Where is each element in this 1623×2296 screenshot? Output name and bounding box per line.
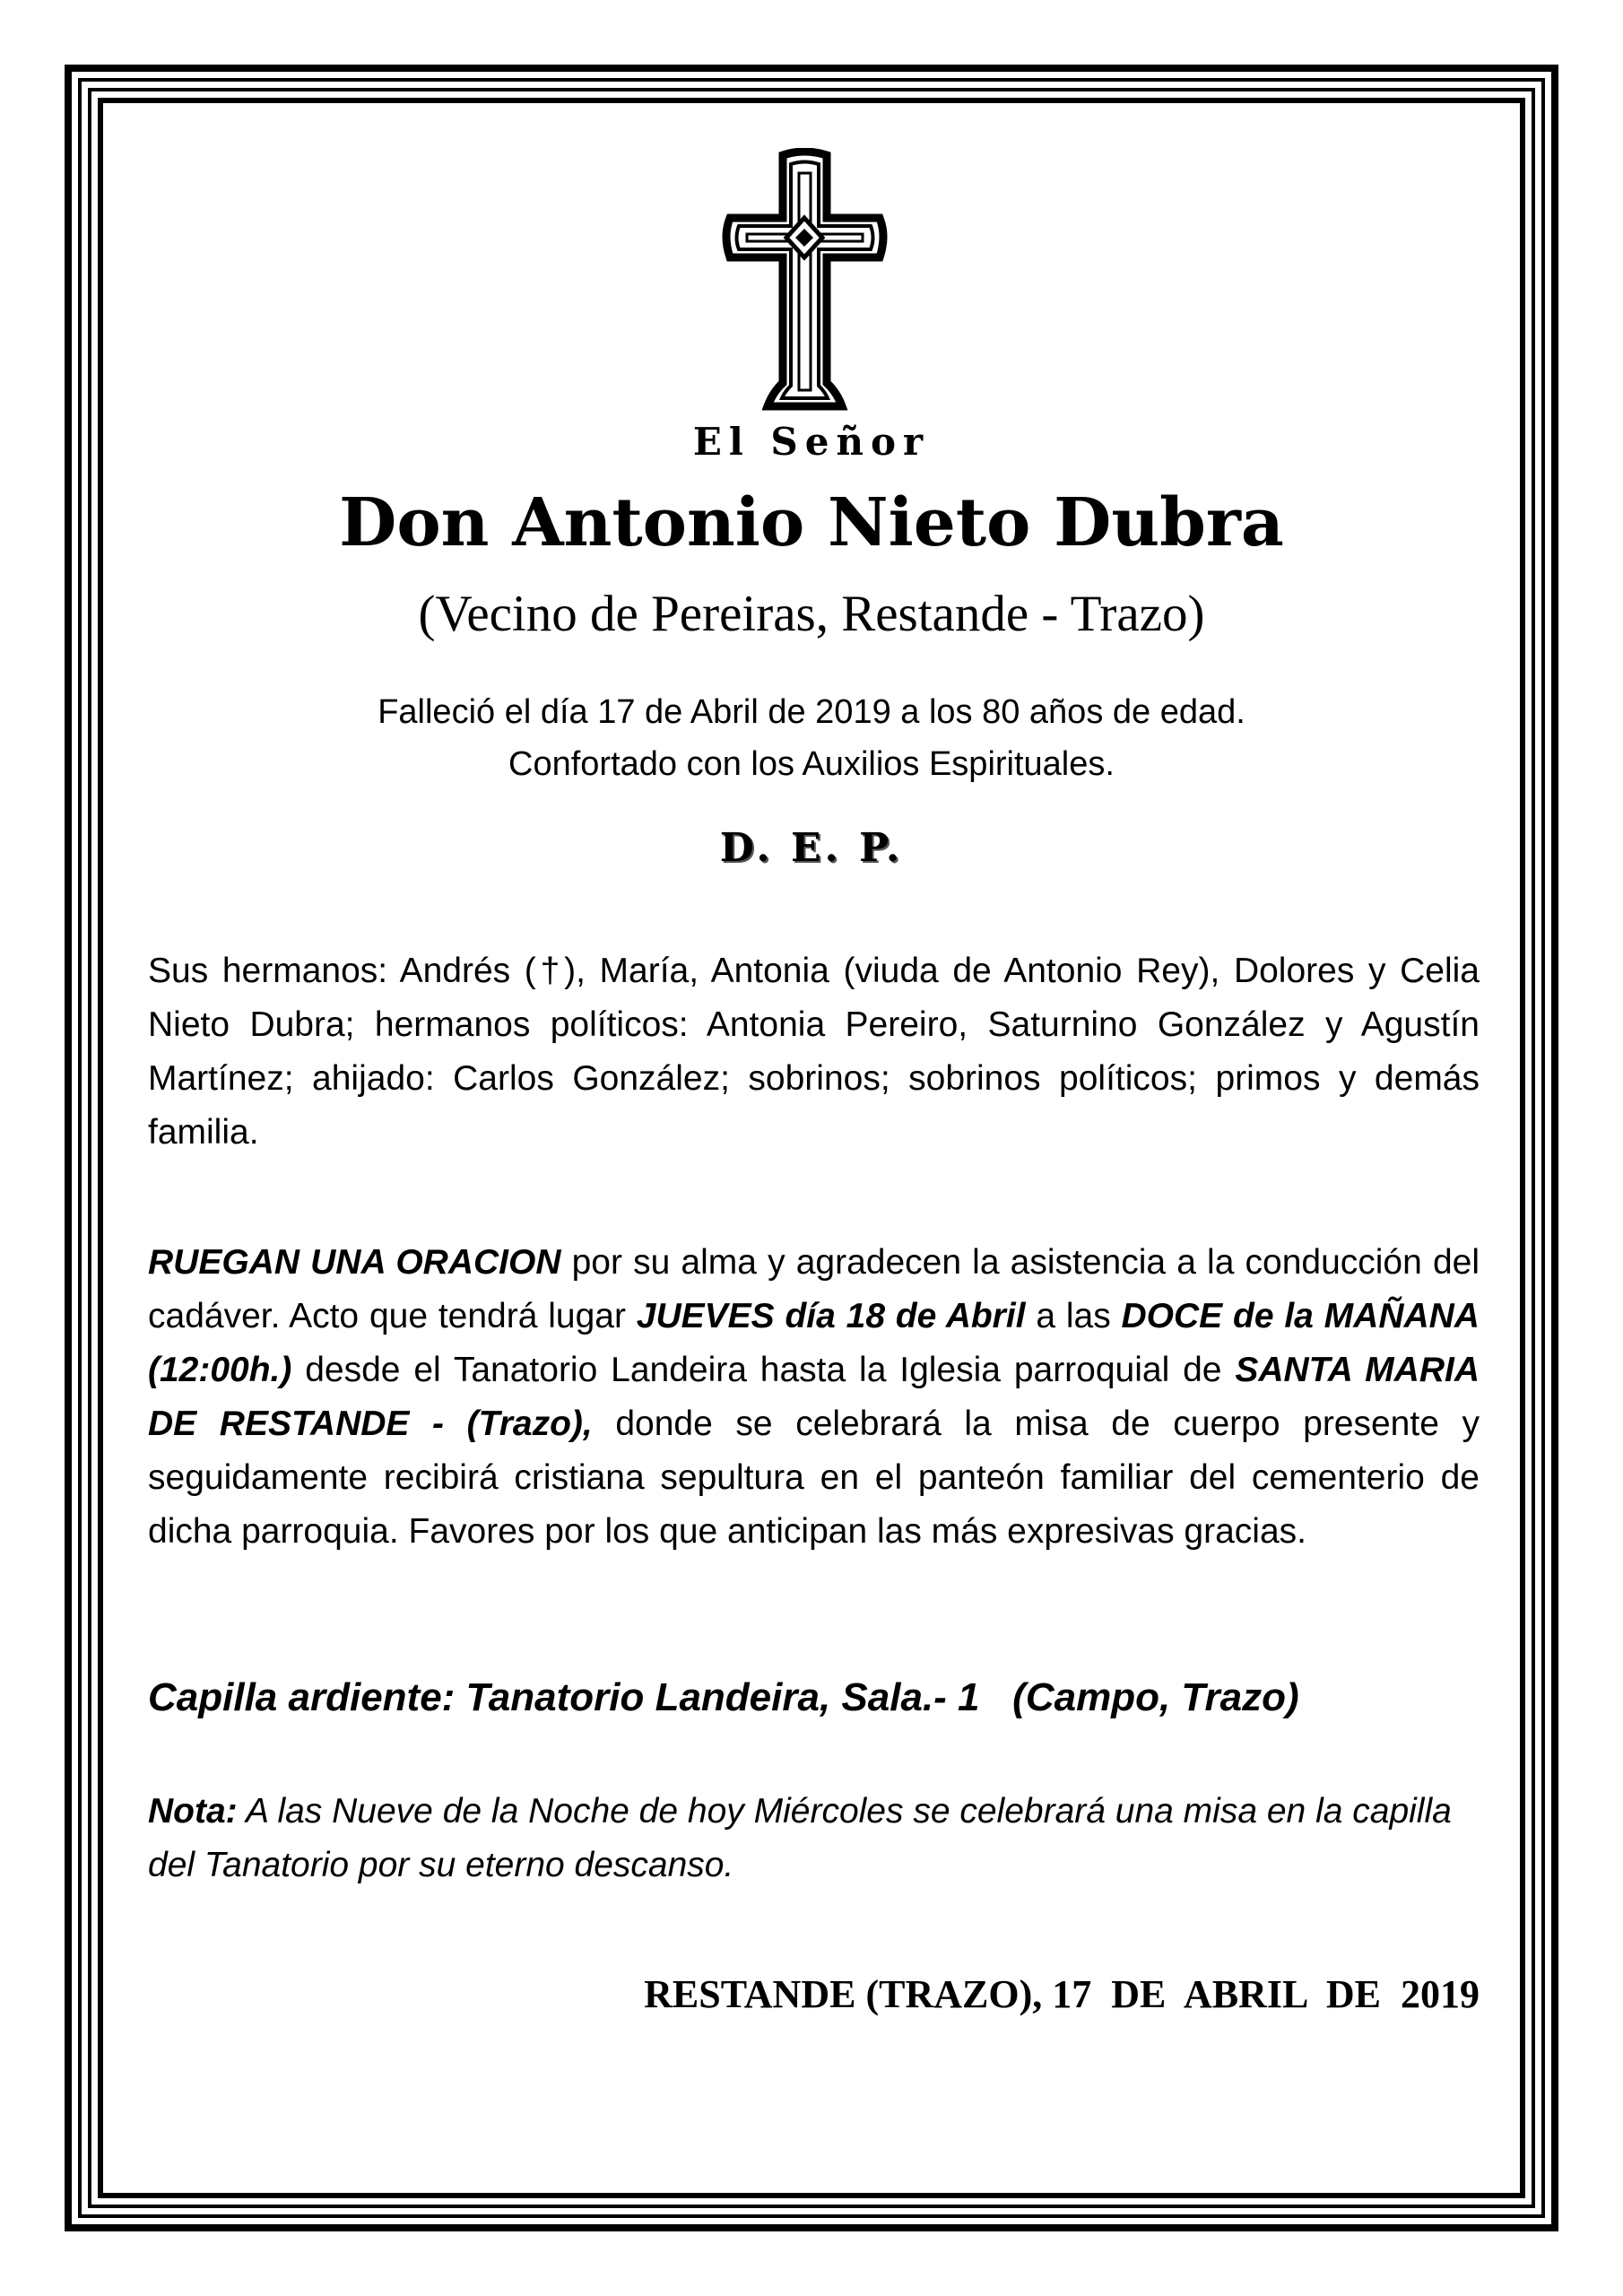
funeral-text-4: donde se celebrará la misa de cuerpo presente y seguidamente recibirá cristiana sepultura en el panteón familiar del cementerio de dicha parroquia. Favores por los que anticipan las más expresivas gracias.	[148, 1405, 1480, 1551]
funeral-text-1: por su alma y agradecen la asistencia a la conducción del cadáver. Acto que tendrá lugar	[148, 1243, 1480, 1335]
title-senor: El Señor	[692, 420, 931, 464]
funeral-paragraph	[148, 1236, 1480, 1559]
funeral-text-2: a las	[1025, 1297, 1122, 1335]
funeral-time: DOCE de la MAÑANA (12:00h.)	[148, 1297, 1480, 1389]
note-label: Nota:	[148, 1792, 238, 1831]
note-text: A las Nueve de la Noche de hoy Miércoles se celebrará una misa en la capilla del Tanatorio por su eterno descanso.	[148, 1792, 1452, 1884]
comfort-line: Confortado con los Auxilios Espirituales.	[508, 745, 1115, 783]
cross-icon	[722, 148, 888, 413]
place-date-footer: RESTANDE (TRAZO), 17 DE ABRIL DE 2019	[644, 1972, 1480, 2016]
family-paragraph: Sus hermanos: Andrés (†), María, Antonia (viuda de Antonio Rey), Dolores y Celia Nieto Dubra; hermanos políticos: Antonia Pereiro, Saturnino González y Agustín Martínez; ahijado: Carlos González; sobrinos; sobrinos políticos; primos y demás familia.	[148, 952, 1480, 1152]
funeral-text-3: desde el Tanatorio Landeira hasta la Iglesia parroquial de	[291, 1351, 1236, 1389]
dep-heading: D. E. P.	[719, 825, 904, 871]
funeral-church: SANTA MARIA DE RESTANDE - (Trazo),	[148, 1351, 1480, 1443]
note-paragraph	[148, 1785, 1480, 1892]
funeral-day: JUEVES día 18 de Abril	[636, 1297, 1026, 1335]
death-date-line: Falleció el día 17 de Abril de 2019 a los 80 años de edad.	[378, 693, 1245, 731]
death-info	[0, 686, 1623, 790]
chapel-line: Capilla ardiente: Tanatorio Landeira, Sala.- 1 (Campo, Trazo)	[148, 1675, 1299, 1719]
ruegan-text: RUEGAN UNA ORACION	[148, 1243, 561, 1282]
deceased-name: Don Antonio Nieto Dubra	[339, 484, 1284, 561]
residence-subtitle: (Vecino de Pereiras, Restande - Trazo)	[418, 586, 1205, 642]
